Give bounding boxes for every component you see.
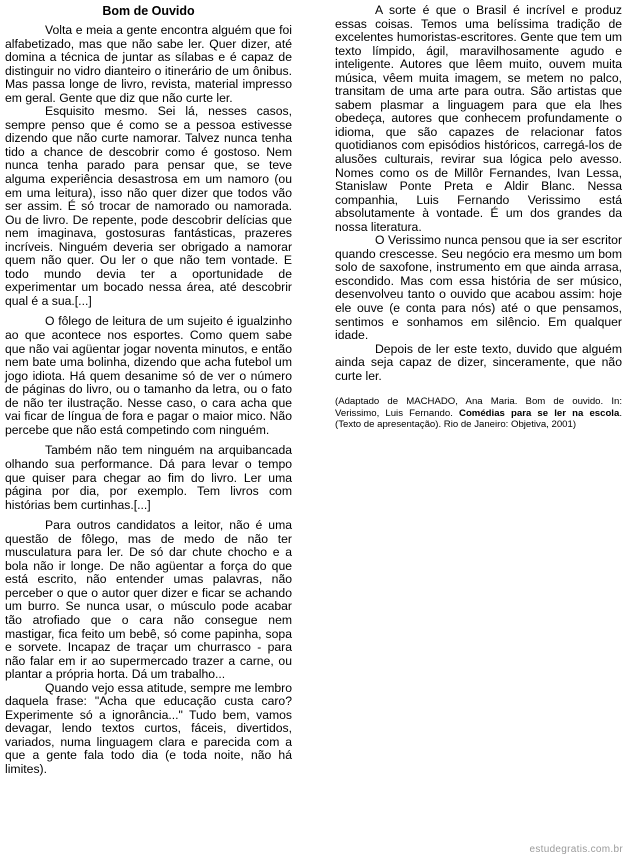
source-citation [335, 396, 622, 431]
article-title: Bom de Ouvido [102, 4, 195, 18]
paragraph: Também não tem ninguém na arquibancada olhando sua performance. Dá para levar o tempo que quiser para chegar ao fim do livro. Ler uma página por dia, por exemplo. Tem livros com histórias bem curtinhas.[...] [5, 443, 292, 512]
source-book-title: Comédias para se ler na escola [459, 407, 620, 419]
paragraph: Para outros candidatos a leitor, não é uma questão de fôlego, mas de medo de não ter musculatura para ler. De só dar chute chocho e a bola não ir longe. De não agüentar a força do que está escrito, não entender umas palavras, não perceber o que o autor quer dizer e ficar se achando um burro. Se nunca usar, o músculo pode acabar tão atrofiado que o cara não consegue nem mastigar, fica feito um bebê, só come papinha, sopa e sorvete. Incapaz de traçar um churrasco - para não falar em ir ao supermercado trazer a carne, ou plantar a própria horta. Dá um trabalho... [5, 518, 292, 682]
paragraph: Volta e meia a gente encontra alguém que foi alfabetizado, mas que não sabe ler. Quer dizer, até domina a técnica de juntar as sílabas e é capaz de distinguir no vidro dianteiro o itinerário de um ônibus. Mas passa longe de livro, revista, material impresso em geral. Gente que diz que não curte ler. [5, 23, 292, 105]
right-column [335, 4, 622, 431]
paragraph: Quando vejo essa atitude, sempre me lembro daquela frase: "Acha que educação custa caro? Experimente só a ignorância..." Tudo bem, vamos devagar, lendo textos curtos, fáceis, divertidos, variados, numa linguagem clara e parecida com a que a gente fala todo dia (e toda noite, não há limites). [5, 680, 292, 776]
paragraph: Depois de ler este texto, duvido que alguém ainda seja capaz de dizer, sinceramente, que não curte ler. [335, 341, 622, 383]
paragraph: A sorte é que o Brasil é incrível e produz essas coisas. Temos uma belíssima tradição de excelentes humoristas-escritores. Gente que tem um texto límpido, ágil, maravilhosamente agudo e inteligente. Autores que lêem muito, ouvem muita música, vêem muita imagem, se metem no palco, transitam de uma arte para outra. São artistas que sabem plasmar a linguagem para que ela lhes obedeça, autores que conhecem profundamente o idioma, que são capazes de relacionar fatos quotidianos com episódios históricos, carregá-los de alusões culturais, revirar sua lógica pelo avesso. Nomes como os de Millôr Fernandes, Ivan Lessa, Stanislaw Ponte Preta e Aldir Blanc. Nessa companhia, Luis Fernando Verissimo está absolutamente à vontade. É um dos grandes da nossa literatura. [335, 3, 622, 234]
paragraph: O Verissimo nunca pensou que ia ser escritor quando crescesse. Seu negócio era mesmo um bom solo de saxofone, instrumento em que ainda arrasa, escondido. Mas com essa história de ser músico, desenvolveu tanto o ouvido que acabou assim: hoje ele ouve (e conta para nós) até o que pensamos, sentimos e sonhamos em silêncio. Em qualquer idade. [335, 233, 622, 343]
paragraph: O fôlego de leitura de um sujeito é igualzinho ao que acontece nos esportes. Como quem sabe que não vai agüentar jogar noventa minutos, e então nem bate uma bolinha, dizendo que acha futebol um jogo idiota. Há quem desanime só de ver o número de páginas do livro, ou o tamanho da letra, ou o fato de não ter ilustração. Nesse caso, o cara acha que vai ficar de língua de fora e pagar o maior mico. Não percebe que não está competindo com ninguém. [5, 314, 292, 437]
source-suffix: . (Texto de apresentação). Rio de Janeiro: Objetiva, 2001) [335, 407, 622, 431]
watermark: estudegratis.com.br [529, 844, 623, 855]
left-column [5, 4, 292, 777]
source-prefix: (Adaptado de MACHADO, Ana Maria. Bom de ouvido. In: Verissimo, Luis Fernando. [335, 396, 622, 419]
paragraph: Esquisito mesmo. Sei lá, nesses casos, sempre penso que é como se a pessoa estivesse dizendo que não curte namorar. Talvez nunca tenha tido a chance de descobrir como é gostoso. Nem nunca tenha parado para pensar que, se teve alguma experiência desastrosa em um namoro (ou em uma leitura), isso não quer dizer que todos vão ser assim. É só trocar de namorado ou namorada. Ou de livro. De repente, pode descobrir delícias que nem imaginava, gostosuras fantásticas, prazeres incríveis. Ninguém deveria ser obrigado a namorar quem não quer. Ou ler o que não tem vontade. E todo mundo devia ter a oportunidade de experimentar um bocado nessa área, até descobrir qual é a sua.[...] [5, 104, 292, 308]
